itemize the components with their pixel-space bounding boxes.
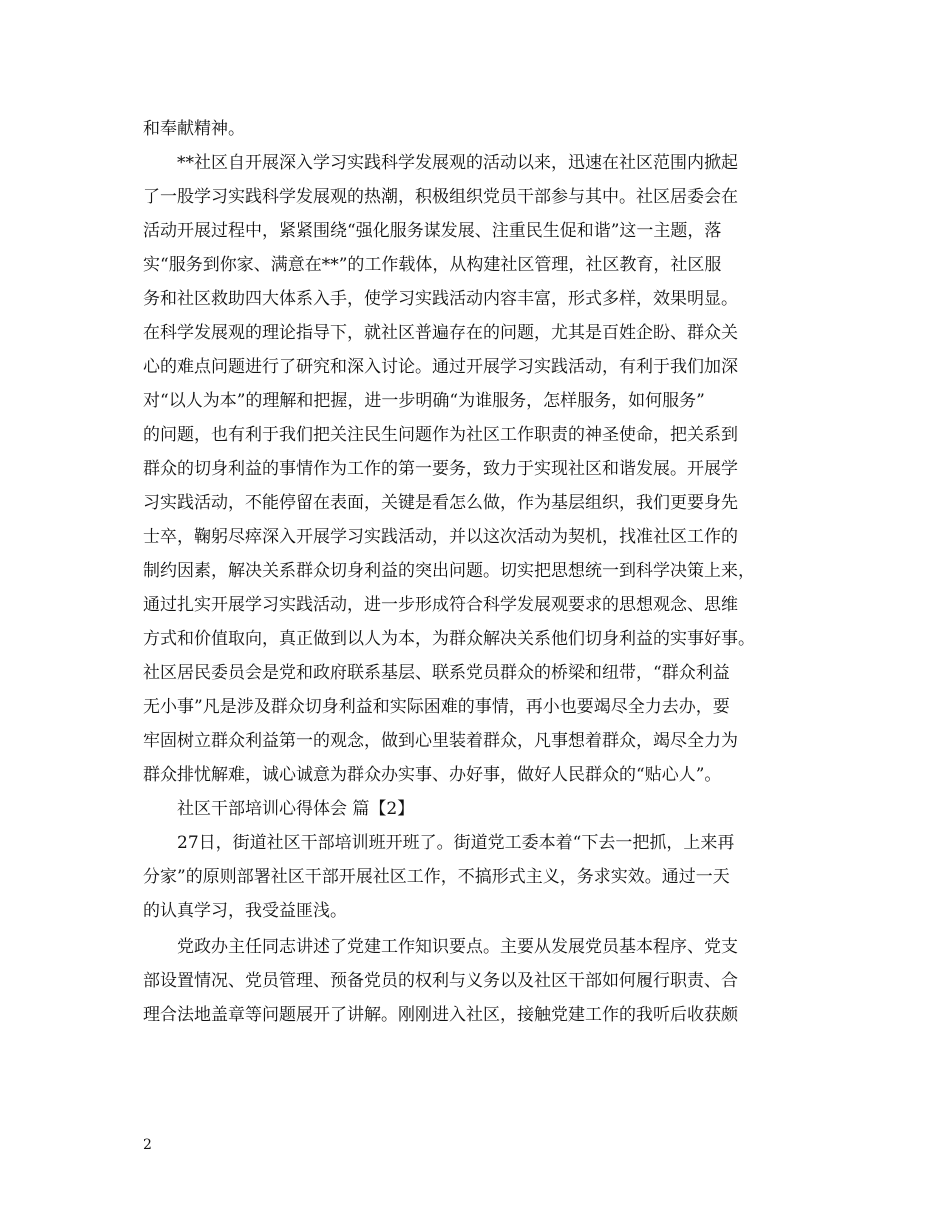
text-line: 心的难点问题进行了研究和深入讨论。通过开展学习实践活动，有利于我们加深 [143,357,738,377]
text-line: 群众排忧解难，诚心诚意为群众办实事、办好事，做好人民群众的“贴心人”。 [143,765,722,785]
text-line: 通过扎实开展学习实践活动，进一步形成符合科学发展观要求的思想观念、思维 [143,595,738,615]
text-line: 对“以人为本”的理解和把握，进一步明确“为谁服务，怎样服务，如何服务” [143,391,705,411]
text-line: 实“服务到你家、满意在**”的工作载体，从构建社区管理，社区教育，社区服 [143,255,722,275]
text-line: 了一股学习实践科学发展观的热潮，积极组织党员干部参与其中。社区居委会在 [143,187,738,207]
text-line: 制约因素，解决关系群众切身利益的突出问题。切实把思想统一到科学决策上来， [143,561,755,581]
paragraph-first-line: 27日，街道社区干部培训班开班了。街道党工委本着“下去一把抓，上来再 [177,833,735,853]
text-line: 习实践活动，不能停留在表面，关键是看怎么做，作为基层组织，我们更要身先 [143,493,738,513]
text-line: 活动开展过程中，紧紧围绕“强化服务谋发展、注重民生促和谐”这一主题，落 [143,221,722,241]
text-line: 理合法地盖章等问题展开了讲解。刚刚进入社区，接触党建工作的我听后收获颇 [143,1005,738,1025]
text-line: 的认真学习，我受益匪浅。 [143,901,347,921]
text-line: 社区居民委员会是党和政府联系基层、联系党员群众的桥梁和纽带，“群众利益 [143,663,730,683]
text-line: 和奉献精神。 [143,119,245,139]
text-line: 牢固树立群众利益第一的观念，做到心里装着群众，凡事想着群众，竭尽全力为 [143,731,738,751]
text-line: 在科学发展观的理论指导下，就社区普遍存在的问题，尤其是百姓企盼、群众关 [143,323,738,343]
text-line: 的问题，也有利于我们把关注民生问题作为社区工作职责的神圣使命，把关系到 [143,425,738,445]
text-line: 士卒，鞠躬尽瘁深入开展学习实践活动，并以这次活动为契机，找准社区工作的 [143,527,738,547]
text-line: 分家”的原则部署社区干部开展社区工作，不搞形式主义，务求实效。通过一天 [143,867,730,887]
text-line: 部设置情况、党员管理、预备党员的权利与义务以及社区干部如何履行职责、合 [143,971,738,991]
paragraph-first-line: 党政办主任同志讲述了党建工作知识要点。主要从发展党员基本程序、党支 [177,937,738,957]
text-line: 群众的切身利益的事情作为工作的第一要务，致力于实现社区和谐发展。开展学 [143,459,738,479]
text-line: 方式和价值取向，真正做到以人为本，为群众解决关系他们切身利益的实事好事。 [143,629,755,649]
text-line: 无小事”凡是涉及群众切身利益和实际困难的事情，再小也要竭尽全力去办，要 [143,697,730,717]
text-line: 务和社区救助四大体系入手，使学习实践活动内容丰富，形式多样，效果明显。 [143,289,738,309]
section-heading: 社区干部培训心得体会 篇【2】 [177,799,415,819]
page-number: 2 [143,1137,152,1153]
paragraph-first-line: **社区自开展深入学习实践科学发展观的活动以来，迅速在社区范围内掀起 [177,153,738,173]
